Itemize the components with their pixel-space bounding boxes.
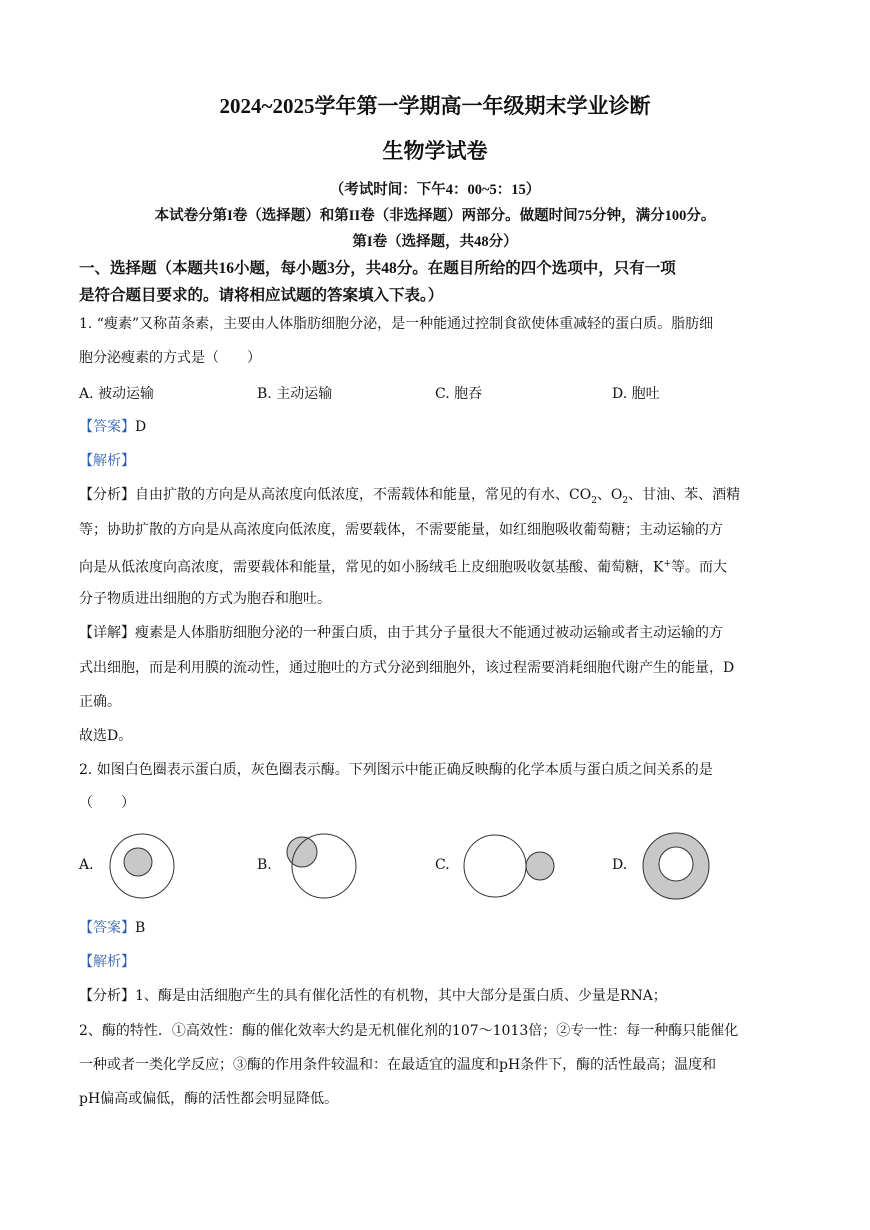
exam-title: 2024~2025学年第一学期高一年级期末学业诊断	[219, 94, 651, 118]
q2-analysis-tag: 【解析】	[79, 954, 135, 970]
q2-figure-label-d: D.	[612, 857, 628, 873]
q1-fenxi-text1a: 自由扩散的方向是从高浓度向低浓度，不需载体和能量，常见的有水、CO	[135, 487, 592, 503]
q1-stem-line2: 胞分泌瘦素的方式是（ ）	[79, 350, 261, 366]
q1-xiangjie-line2: 式出细胞，而是利用膜的流动性，通过胞吐的方式分泌到细胞外，该过程需要消耗细胞代谢产生的能量，D	[79, 660, 735, 676]
q2-figure-label-b: B.	[257, 857, 272, 873]
q1-fenxi-text1b: 、O	[596, 487, 623, 503]
q2-answer-tag: 【答案】	[79, 920, 135, 936]
q2-fenxi-line1	[79, 986, 667, 1006]
q2-fenxi-line2: 2、酶的特性．①高效性：酶的催化效率大约是无机催化剂的107～1013倍；②专一性：每一种酶只能催化	[79, 1023, 739, 1039]
q2-fenxi-tag: 【分析】	[79, 988, 135, 1004]
q1-option-c: C. 胞吞	[435, 386, 483, 402]
q2-figure-c	[463, 830, 559, 902]
enzyme-circle	[287, 837, 317, 867]
q1-option-a: A. 被动运输	[79, 386, 155, 402]
q1-fenxi-line3	[79, 554, 727, 578]
enzyme-circle	[526, 852, 554, 880]
q2-figure-a	[108, 832, 176, 900]
q1-fenxi-text1c: 、甘油、苯、酒精	[628, 487, 741, 503]
q1-xiangjie-text1: 瘦素是人体脂肪细胞分泌的一种蛋白质，由于其分子量很大不能通过被动运输或者主动运输的方	[135, 625, 723, 641]
q1-fenxi-tag: 【分析】	[79, 487, 135, 503]
q1-xiangjie-line1	[79, 623, 723, 643]
q2-fenxi-line3: 一种或者一类化学反应；③酶的作用条件较温和：在最适宜的温度和pH条件下，酶的活性最高；温度和	[79, 1057, 717, 1073]
section-heading-line1: 一、选择题（本题共16小题，每小题3分，共48分。在题目所给的四个选项中，只有一项	[79, 260, 676, 277]
q1-fenxi-sub1: 2	[591, 495, 597, 506]
q2-stem-line2: （ ）	[79, 795, 135, 811]
q1-fenxi-text3a: 向是从低浓度向高浓度，需要载体和能量，常见的如小肠绒毛上皮细胞吸收氨基酸、葡萄糖，K	[79, 559, 664, 576]
q1-fenxi-sup: +	[663, 559, 672, 569]
part-title: 第I卷（选择题，共48分）	[352, 234, 518, 250]
q1-xiangjie-line3: 正确。	[79, 694, 121, 710]
q2-fenxi-text1: 1、酶是由活细胞产生的具有催化活性的有机物，其中大部分是蛋白质、少量是RNA；	[135, 988, 667, 1004]
q1-option-d: D. 胞吐	[612, 386, 660, 402]
exam-instructions: 本试卷分第I卷（选择题）和第II卷（非选择题）两部分。做题时间75分钟，满分100分。	[154, 208, 716, 224]
q1-fenxi-line1	[79, 485, 740, 511]
exam-time: （考试时间：下午4：00~5：15）	[329, 182, 541, 198]
q1-option-b: B. 主动运输	[257, 386, 333, 402]
q1-answer-tag: 【答案】	[79, 419, 135, 435]
exam-subject: 生物学试卷	[382, 139, 488, 163]
q2-figure-label-a: A.	[79, 857, 94, 873]
q1-xiangjie-tag: 【详解】	[79, 625, 135, 641]
q1-answer-value: D	[135, 419, 147, 435]
section-heading-line2: 是符合题目要求的。请将相应试题的答案填入下表。）	[79, 287, 444, 304]
enzyme-circle	[124, 848, 152, 876]
q2-answer-value: B	[135, 920, 146, 936]
q2-stem-line1: 2. 如图白色圈表示蛋白质，灰色圈表示酶。下列图示中能正确反映酶的化学本质与蛋白质之间关系的是	[79, 762, 713, 778]
q2-answer	[79, 918, 145, 938]
q2-figure-d	[640, 830, 712, 902]
q2-fenxi-line4: pH偏高或偏低，酶的活性都会明显降低。	[79, 1091, 339, 1107]
q1-stem-line1: 1. “瘦素”又称苗条素，主要由人体脂肪细胞分泌，是一种能通过控制食欲使体重减轻的蛋白质。脂肪细	[79, 316, 714, 332]
q2-figure-b	[280, 830, 360, 900]
protein-circle	[659, 847, 693, 881]
q1-fenxi-text3b: 等。而大	[671, 559, 728, 576]
protein-circle	[464, 835, 526, 897]
q1-fenxi-line4: 分子物质进出细胞的方式为胞吞和胞吐。	[79, 591, 331, 607]
q1-analysis-tag: 【解析】	[79, 453, 135, 469]
q1-fenxi-sub2: 2	[622, 495, 629, 506]
q1-answer	[79, 417, 146, 437]
q2-figure-label-c: C.	[435, 857, 450, 873]
q1-fenxi-line2: 等；协助扩散的方向是从高浓度向低浓度，需要载体，不需要能量，如红细胞吸收葡萄糖；主动运输的方	[79, 522, 723, 538]
q1-conclusion: 故选D。	[79, 728, 133, 744]
